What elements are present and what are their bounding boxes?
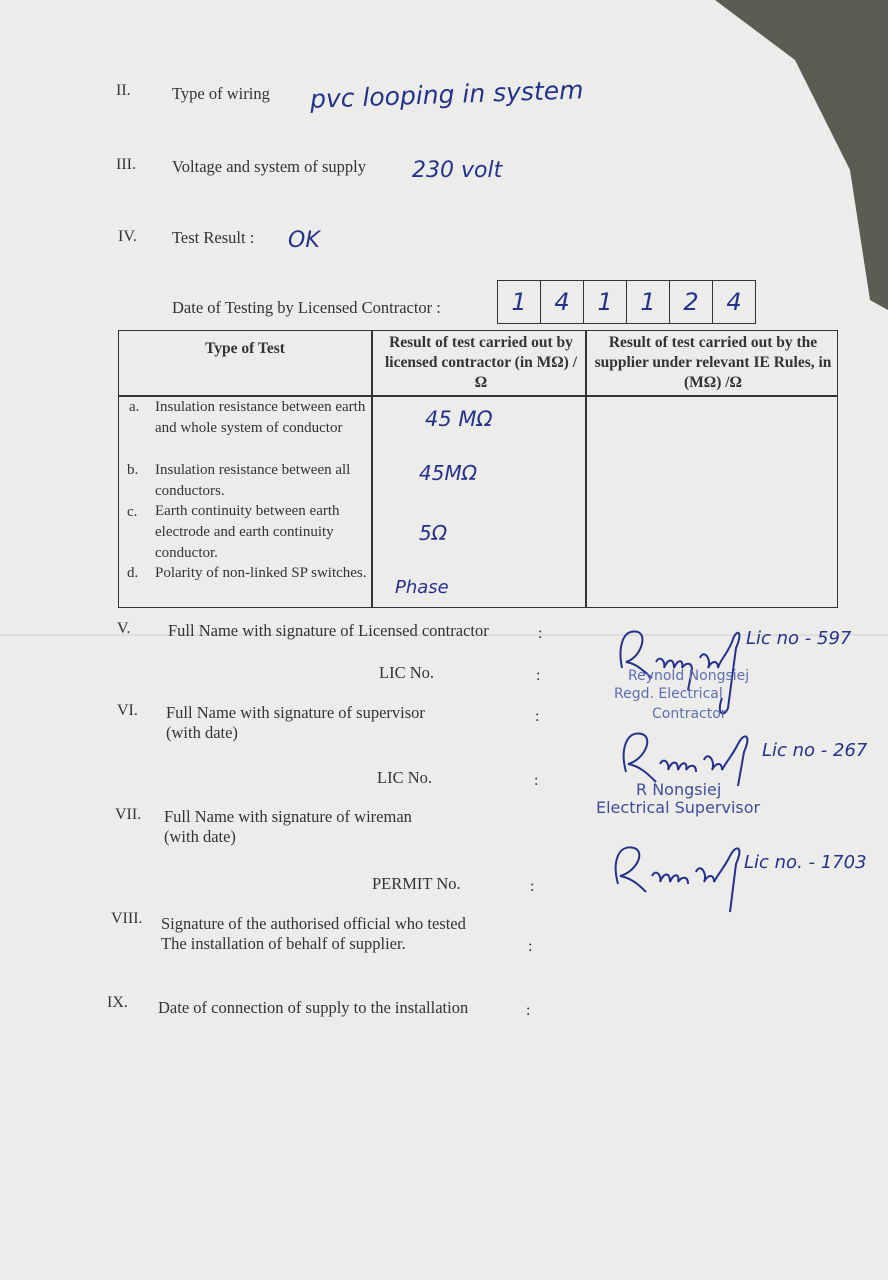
- date-digit-box: 1: [584, 281, 627, 323]
- connection-label: Date of connection of supply to the installation: [158, 998, 469, 1017]
- colon: :: [538, 625, 543, 642]
- test-result-label: Test Result :: [172, 228, 255, 247]
- type-of-wiring-label: Type of wiring: [172, 84, 270, 103]
- colon: :: [534, 772, 539, 789]
- date-of-testing-label: Date of Testing by Licensed Contractor :: [172, 298, 441, 317]
- section-numeral: VIII.: [111, 910, 143, 927]
- table-row-result: 45MΩ: [419, 461, 477, 485]
- colon: :: [536, 667, 541, 684]
- date-digit-box: 4: [726, 288, 742, 316]
- section-numeral: VI.: [117, 702, 138, 719]
- colon: :: [528, 938, 533, 955]
- item-numeral: IV.: [118, 228, 137, 245]
- wireman-label: Full Name with signature of wireman: [164, 807, 412, 826]
- supervisor-stamp-title: Electrical Supervisor: [596, 798, 761, 817]
- authorised-sublabel: The installation of behalf of supplier.: [161, 934, 406, 953]
- date-digit-box: 2: [670, 281, 713, 323]
- date-digit-box: 1: [498, 281, 541, 323]
- table-row-result: Phase: [395, 577, 449, 598]
- supervisor-stamp-name: R Nongsiej: [636, 780, 722, 799]
- item-numeral: II.: [116, 82, 131, 99]
- row-label: d.: [127, 565, 139, 581]
- type-of-wiring-value: pvc looping in system: [309, 75, 584, 114]
- authorised-label: Signature of the authorised official who tested: [161, 914, 466, 933]
- wireman-sublabel: (with date): [164, 827, 236, 846]
- contractor-lic-label: LIC No.: [379, 663, 434, 682]
- supervisor-lic-label: LIC No.: [377, 768, 432, 787]
- table-row-test: Earth continuity between earth electrode and earth continuity conductor.: [155, 503, 340, 561]
- table-row-test: Insulation resistance between all conductors.: [155, 462, 351, 499]
- table-row-test: Insulation resistance between earth and whole system of conductor: [155, 399, 366, 436]
- contractor-stamp-title: Regd. Electrical: [614, 686, 723, 702]
- wireman-signature: [606, 840, 756, 920]
- row-label: a.: [129, 399, 140, 415]
- wireman-lic-no-handwritten: Lic no. - 1703: [744, 852, 867, 873]
- contractor-lic-no-handwritten: Lic no - 597: [746, 628, 852, 649]
- contractor-stamp-name: Reynold Nongsiej: [628, 668, 750, 684]
- test-results-table: [118, 330, 838, 608]
- table-row-result: 45 MΩ: [425, 407, 493, 431]
- item-numeral: III.: [116, 156, 136, 173]
- colon: :: [530, 878, 535, 895]
- colon: :: [535, 708, 540, 725]
- header-licensed-contractor-result: Result of test carried out by licensed contractor (in MΩ) /Ω: [384, 334, 578, 391]
- supervisor-sublabel: (with date): [166, 723, 238, 742]
- section-numeral: V.: [117, 620, 131, 637]
- section-numeral: VII.: [115, 806, 142, 823]
- wireman-permit-label: PERMIT No.: [372, 874, 461, 893]
- voltage-value: 230 volt: [412, 158, 503, 183]
- header-type-of-test: Type of Test: [205, 340, 285, 357]
- section-numeral: IX.: [107, 994, 128, 1011]
- colon: :: [526, 1002, 531, 1019]
- test-result-value: OK: [288, 228, 320, 253]
- row-label: b.: [127, 462, 139, 478]
- table-row-result: 5Ω: [419, 521, 448, 545]
- date-digit-box: 1: [627, 281, 670, 323]
- header-supplier-result: Result of test carried out by the supplier under relevant IE Rules, in (MΩ) /Ω: [594, 334, 832, 391]
- supervisor-lic-no-handwritten: Lic no - 267: [762, 740, 868, 761]
- table-row-test: Polarity of non-linked SP switches.: [155, 565, 367, 581]
- date-digit-box: 4: [541, 281, 584, 323]
- contractor-stamp-subtitle: Contractor: [652, 706, 727, 722]
- date-of-testing-boxes: [497, 280, 756, 324]
- voltage-label: Voltage and system of supply: [172, 157, 367, 176]
- contractor-label: Full Name with signature of Licensed contractor: [168, 621, 489, 640]
- supervisor-label: Full Name with signature of supervisor: [166, 703, 425, 722]
- row-label: c.: [127, 504, 138, 520]
